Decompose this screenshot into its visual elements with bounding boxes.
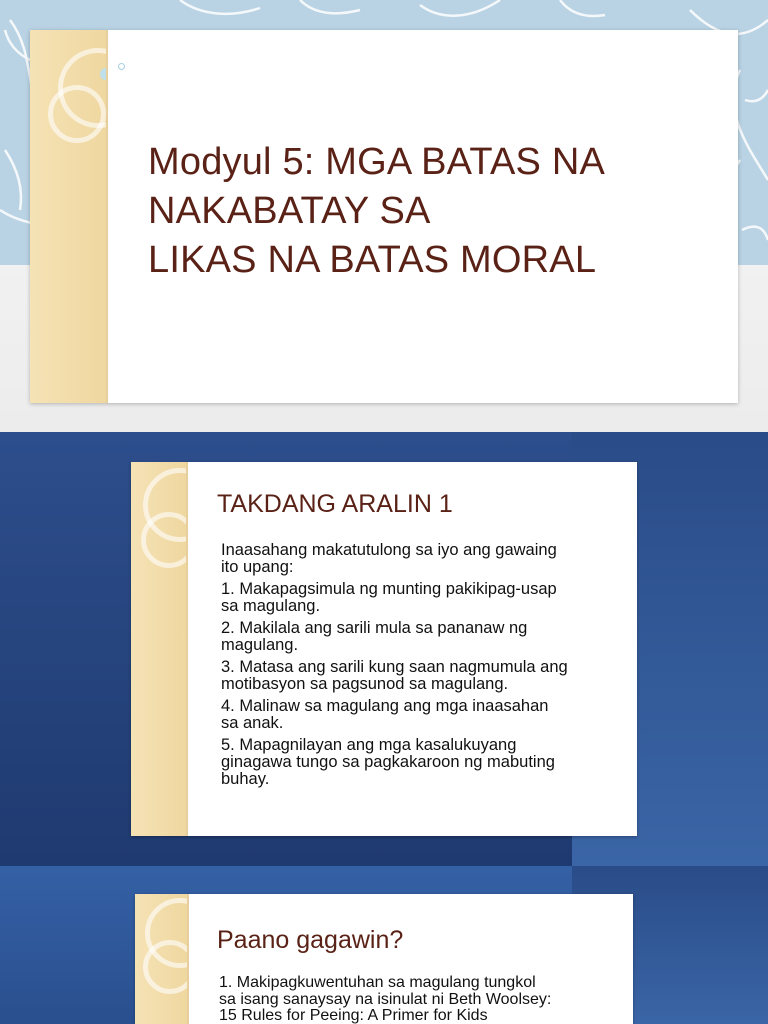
text-line: motibasyon sa pagsunod sa magulang. — [221, 675, 509, 693]
title-line: LIKAS NA BATAS MORAL — [148, 239, 597, 281]
circle-ornament-icon — [141, 512, 188, 568]
text-line: buhay. — [221, 770, 270, 788]
text-line: Inaasahang makatutulong sa iyo ang gawaing — [221, 541, 557, 559]
text-line: 5. Mapagnilayan ang mga kasalukuyang — [221, 736, 517, 754]
module-title — [148, 138, 728, 285]
instructions-slide — [135, 894, 633, 1024]
title-line: Modyul 5: MGA BATAS NA — [148, 141, 606, 183]
text-line: 1. Makipagkuwentuhan sa magulang tungkol — [219, 974, 536, 991]
list-item — [221, 698, 631, 732]
slide-3-background — [0, 866, 768, 1024]
list-item — [221, 581, 631, 615]
homework-slide — [131, 462, 637, 836]
paragraph — [221, 542, 631, 576]
list-item — [221, 737, 631, 788]
slide-body — [219, 975, 629, 1024]
bubble-icon — [100, 68, 108, 80]
decorative-stripe — [30, 30, 108, 403]
title-line: NAKABATAY SA — [148, 190, 431, 232]
text-line: 1. Makapagsimula ng munting pakikipag-usap — [221, 580, 557, 598]
slide-body — [221, 542, 631, 793]
slide-1-background — [0, 0, 768, 432]
text-line: 15 Rules for Peeing: A Primer for Kids — [219, 1007, 488, 1024]
decorative-stripe — [135, 894, 189, 1024]
list-item — [221, 659, 631, 693]
text-line: sa magulang. — [221, 597, 321, 615]
text-line: magulang. — [221, 636, 299, 654]
text-line: 2. Makilala ang sarili mula sa pananaw ng — [221, 619, 528, 637]
slide-2-background — [0, 432, 768, 866]
text-line: sa isang sanaysay na isinulat ni Beth Woolsey: — [219, 990, 552, 1008]
text-line: 3. Matasa ang sarili kung saan nagmumula ang — [221, 658, 568, 676]
circle-ornament-icon — [48, 85, 106, 143]
list-item — [221, 620, 631, 654]
text-line: ginagawa tungo sa pagkakaroon ng mabuting — [221, 753, 555, 771]
circle-ornament-icon — [143, 940, 189, 994]
decorative-stripe — [131, 462, 188, 836]
text-line: 4. Malinaw sa magulang ang mga inaasahan — [221, 697, 549, 715]
text-line: sa anak. — [221, 714, 284, 732]
slide-title: Paano gagawin? — [217, 926, 404, 954]
title-slide — [30, 30, 738, 403]
text-line: ito upang: — [221, 558, 294, 576]
bubble-icon — [118, 63, 125, 70]
slide-title: TAKDANG ARALIN 1 — [217, 490, 453, 518]
